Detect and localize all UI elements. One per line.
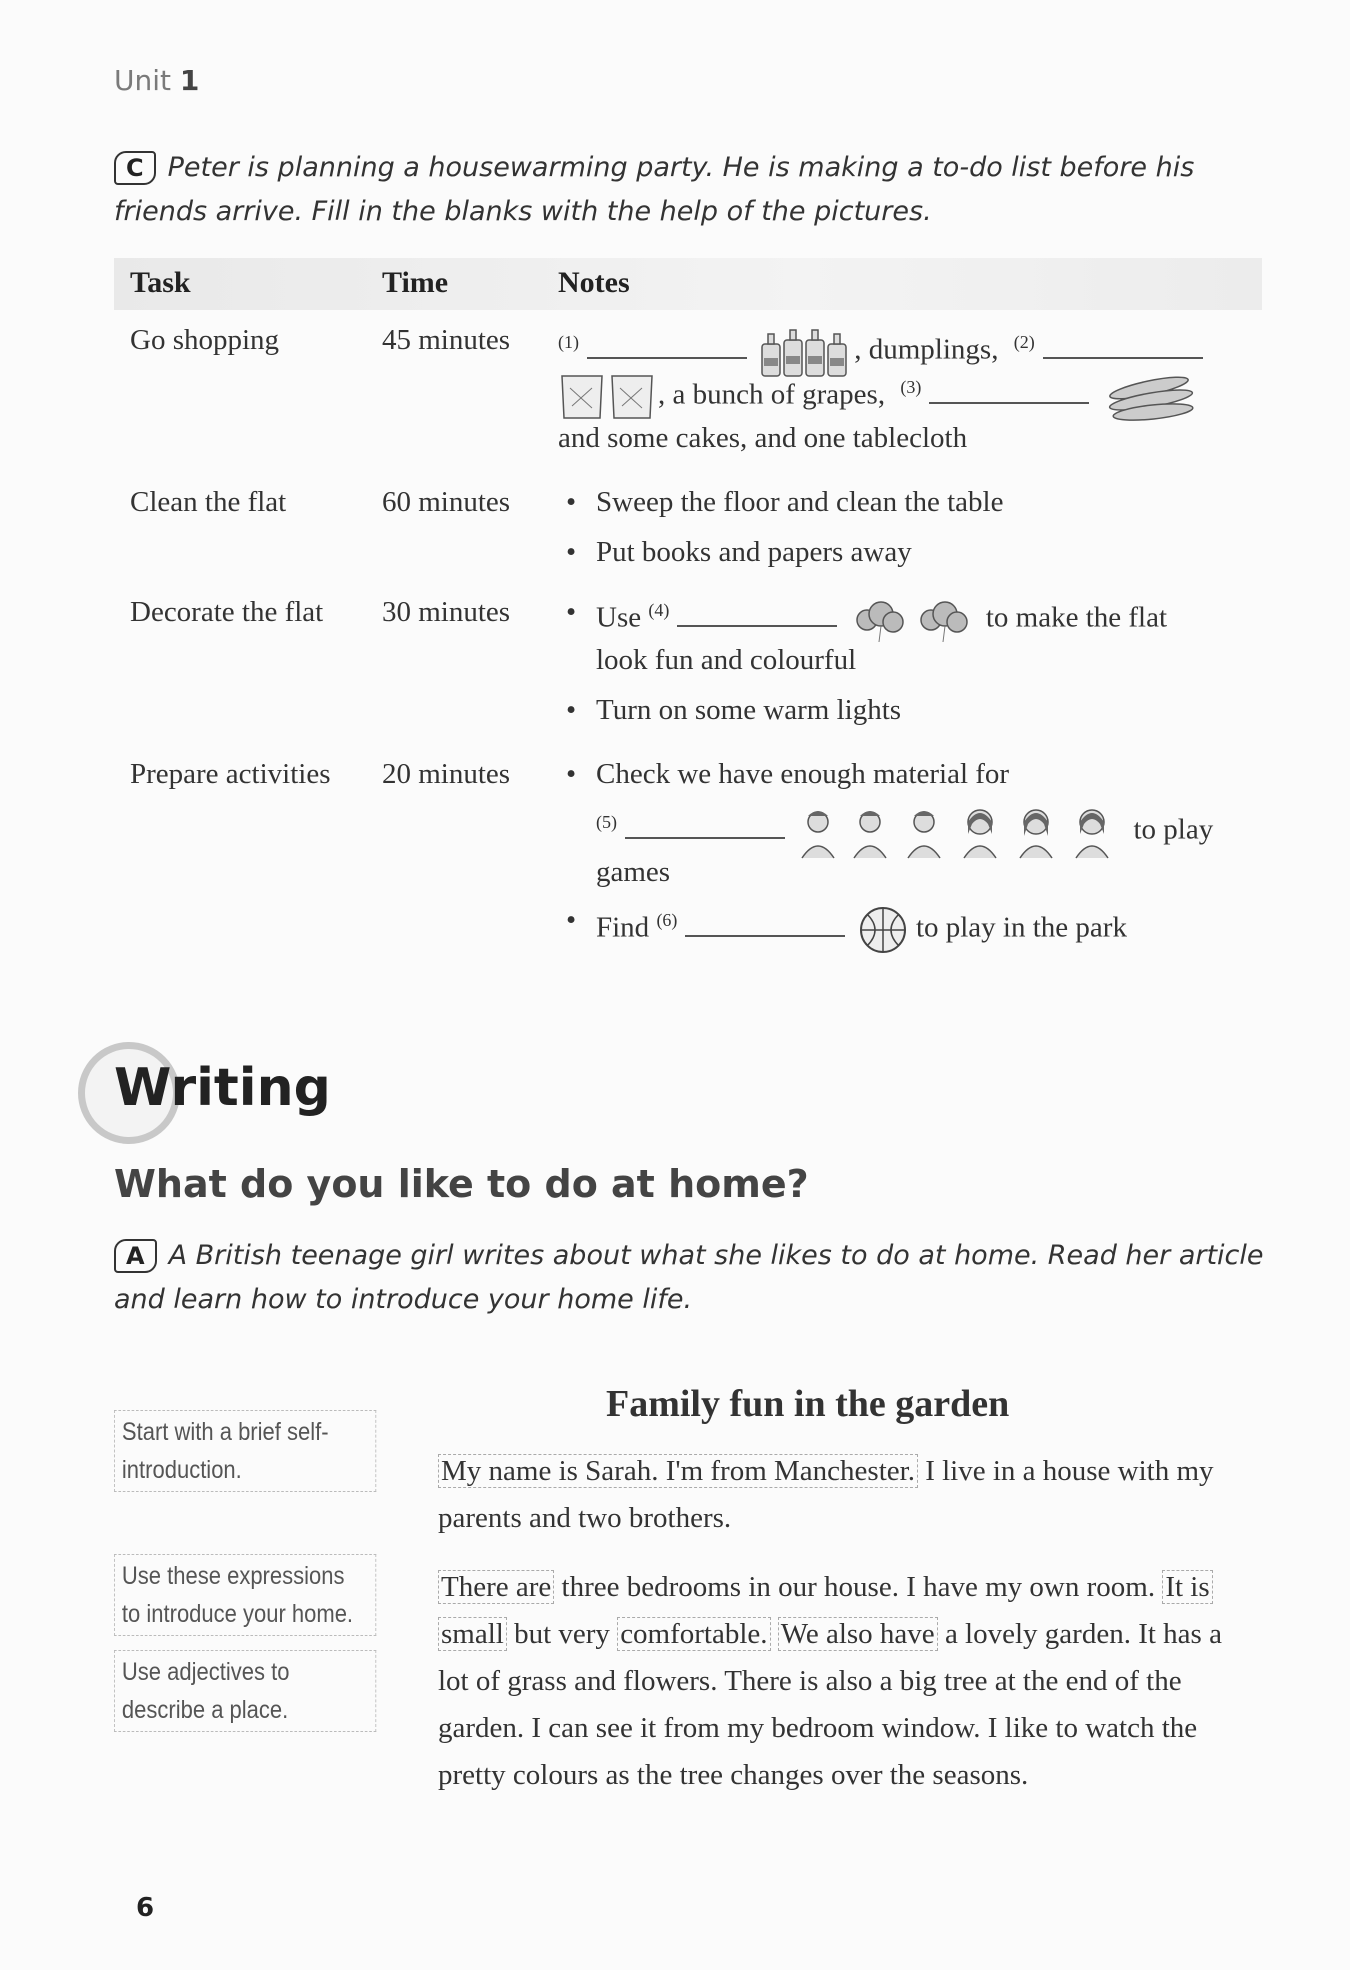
- margin-tip: Use adjectives to describe a place.: [114, 1650, 376, 1732]
- task-cell: Go shopping: [130, 324, 280, 356]
- notes-text: Put books and papers away: [596, 536, 912, 568]
- table-row: [114, 324, 1262, 464]
- header-notes: Notes: [558, 266, 630, 299]
- notes-bullet: • Sweep the floor and clean the table: [566, 486, 1004, 518]
- table-row: [114, 758, 1262, 958]
- unit-number: 1: [179, 64, 200, 97]
- table-row: [114, 486, 1262, 576]
- table-row: [114, 596, 1262, 746]
- section-title: Writing: [114, 1058, 331, 1118]
- time-cell: 45 minutes: [382, 324, 511, 356]
- notes-line: games: [596, 856, 671, 888]
- paragraph-text: three bedrooms in our house. I have my own room.: [554, 1571, 1163, 1603]
- paragraph-text: but very: [506, 1618, 618, 1650]
- task-cell: Clean the flat: [130, 486, 287, 518]
- paragraph-text: I live in a house with my parents and two brothers.: [438, 1455, 1214, 1534]
- answer-blank[interactable]: [625, 815, 785, 839]
- margin-tip: Start with a brief self-introduction.: [114, 1410, 376, 1492]
- answer-blank[interactable]: [685, 913, 845, 937]
- task-cell: Prepare activities: [130, 758, 331, 790]
- article-paragraph: [438, 1448, 1258, 1542]
- friends-icon: [796, 804, 1126, 860]
- answer-blank[interactable]: [587, 335, 747, 359]
- notes-text: , dumplings,: [854, 333, 999, 366]
- highlighted-phrase: There are: [438, 1570, 554, 1604]
- exercise-a-instruction: [114, 1234, 1264, 1322]
- notes-text: to make the flat: [985, 601, 1168, 634]
- answer-blank[interactable]: [929, 380, 1089, 404]
- exercise-c-instruction: [114, 146, 1264, 234]
- notes-text: Find: [596, 911, 650, 944]
- article-paragraph: [438, 1564, 1258, 1799]
- exercise-c-tag: C: [114, 151, 156, 185]
- chips-bag-icon: [558, 372, 658, 422]
- notes-line: [558, 372, 1197, 422]
- exercise-a-tag: A: [114, 1239, 157, 1273]
- blank-number: (5): [596, 812, 617, 832]
- blank-number: (6): [656, 910, 678, 930]
- notes-line: [596, 804, 1213, 860]
- notes-bullet: • Find $^{(6)}$ to play in the park: [596, 904, 1127, 956]
- todo-table: [114, 258, 1262, 944]
- time-cell: 30 minutes: [382, 596, 511, 628]
- answer-blank[interactable]: [677, 603, 837, 627]
- table-header: [114, 258, 1262, 310]
- blank-number: (2): [1013, 332, 1035, 352]
- paragraph-text: a lovely garden. It has a lot of grass and flowers. There is also a big tree at the end of the garden. I can see it from my bedroom window. I like to watch the pretty colours as the tree changes over the seasons.: [438, 1618, 1222, 1791]
- notes-text: Check we have enough material for: [596, 758, 1010, 790]
- answer-blank[interactable]: [1043, 335, 1203, 359]
- notes-bullet: • Turn on some warm lights: [566, 694, 902, 726]
- basketball-icon: [857, 904, 909, 956]
- exercise-a-text: A British teenage girl writes about what she likes to do at home. Read her article and learn how to introduce your home life.: [114, 1240, 1264, 1315]
- article-title: Family fun in the garden: [606, 1383, 1010, 1425]
- notes-bullet: • Check we have enough material for: [566, 758, 1010, 790]
- notes-line: look fun and colourful: [596, 644, 857, 676]
- notes-text: to play in the park: [915, 911, 1127, 944]
- notes-text: Sweep the floor and clean the table: [596, 486, 1004, 518]
- paragraph-text: [771, 1618, 778, 1650]
- balloons-icon: [849, 596, 979, 644]
- header-task: Task: [130, 266, 191, 299]
- unit-word: Unit: [114, 64, 171, 97]
- blank-number: (3): [900, 377, 922, 397]
- header-time: Time: [382, 266, 449, 299]
- notes-bullet: • Put books and papers away: [566, 536, 912, 568]
- time-cell: 60 minutes: [382, 486, 511, 518]
- notes-text: Use: [596, 601, 642, 634]
- highlighted-phrase: It is: [1162, 1570, 1212, 1604]
- highlighted-phrase: comfortable.: [617, 1617, 770, 1651]
- page-number: 6: [136, 1893, 155, 1923]
- margin-tip: Use these expressions to introduce your home.: [114, 1554, 376, 1636]
- notes-line: and some cakes, and one tablecloth: [558, 422, 968, 454]
- sausages-icon: [1101, 372, 1197, 422]
- notes-bullet: • Use $^{(4)}$ to make the flat: [596, 596, 1167, 644]
- notes-text: to play: [1133, 813, 1214, 846]
- time-cell: 20 minutes: [382, 758, 511, 790]
- unit-label: [114, 64, 199, 97]
- section-subtitle: What do you like to do at home?: [114, 1162, 809, 1206]
- notes-text: Turn on some warm lights: [596, 694, 902, 726]
- task-cell: Decorate the flat: [130, 596, 324, 628]
- blank-number: (1): [558, 332, 579, 352]
- exercise-c-text: Peter is planning a housewarming party. He is making a to-do list before his friends arrive. Fill in the blanks with the help of the pictures.: [114, 152, 1195, 227]
- highlighted-phrase: My name is Sarah. I'm from Manchester.: [438, 1454, 918, 1488]
- highlighted-phrase: small: [438, 1617, 507, 1651]
- blank-number: (4): [648, 600, 670, 620]
- highlighted-phrase: We also have: [778, 1617, 938, 1651]
- notes-text: , a bunch of grapes,: [658, 378, 886, 411]
